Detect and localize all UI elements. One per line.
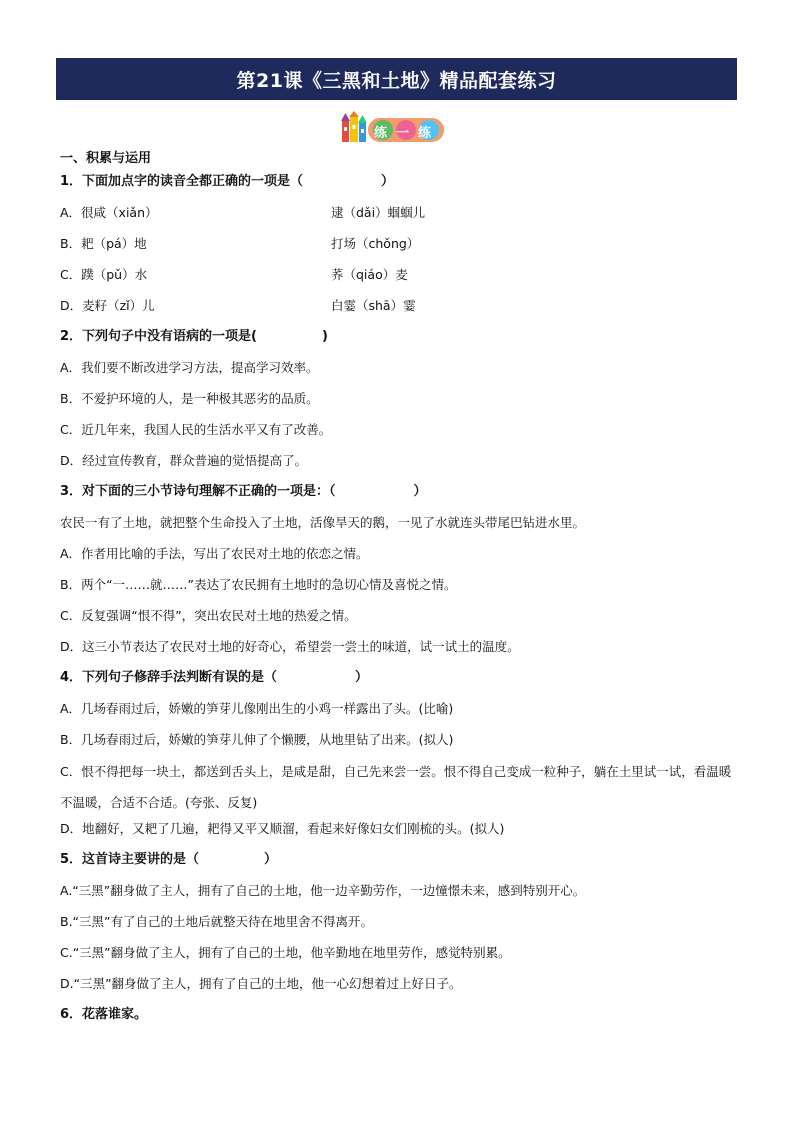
q4-option-d: D．地翻好，又耙了几遍，耙得又平又顺溜，看起来好像妇女们刚梳的头。(拟人) [60,821,505,836]
q5-option-a: A.“三黑”翻身做了主人，拥有了自己的土地，他一边辛勤劳作，一边憧憬未来，感到特别开心。 [60,883,586,898]
question-4: 4．下列句子修辞手法判断有误的是（ ） [60,670,369,685]
q3-option-b: B．两个“一……就……”表达了农民拥有土地时的急切心情及喜悦之情。 [60,577,457,592]
q2-option-c: C．近几年来，我国人民的生活水平又有了改善。 [60,422,332,437]
q3-option-d: D．这三小节表达了农民对土地的好奇心，希望尝一尝土的味道，试一试土的温度。 [60,639,520,654]
q1-option-a-right: 逮（dǎi）蝈蝈儿 [331,205,426,220]
q4-option-a: A．几场春雨过后，娇嫩的笋芽儿像刚出生的小鸡一样露出了头。(比喻) [60,701,454,716]
q2-option-d: D．经过宣传教育，群众普遍的觉悟提高了。 [60,453,308,468]
q1-option-d-right: 白霎（shā）霎 [331,298,416,313]
q2-option-a: A．我们要不断改进学习方法，提高学习效率。 [60,360,319,375]
page-title: 第21课《三黑和土地》精品配套练习 [236,69,557,92]
q1-option-row [60,204,750,235]
q2-option-b: B．不爱护环境的人，是一种极其恶劣的品质。 [60,391,319,406]
question-5: 5．这首诗主要讲的是（ ） [60,852,278,867]
exercise-content [60,150,750,1037]
q5-option-b: B.“三黑”有了自己的土地后就整天待在地里舍不得离开。 [60,914,374,929]
question-2: 2．下列句子中没有语病的一项是( ) [60,329,328,344]
q1-option-row [60,297,750,328]
section-heading: 一、积累与运用 [60,151,152,166]
q1-option-b-right: 打场（chǒng） [331,236,420,251]
q1-option-d-left: D．麦籽（zǐ）儿 [60,298,155,313]
title-banner [56,58,737,100]
q1-option-b-left: B．耙（pá）地 [60,236,147,251]
question-1: 1．下面加点字的读音全都正确的一项是（ ） [60,174,395,189]
q3-option-a: A．作者用比喻的手法，写出了农民对土地的依恋之情。 [60,546,369,561]
q4-option-c: C．恨不得把每一块土，都送到舌头上，是咸是甜，自己先来尝一尝。恨不得自己变成一粒种子，躺在土里试一试，看温暖不温暖，合适不合适。(夸张、反复) [60,764,732,810]
question-3: 3．对下面的三小节诗句理解不正确的一项是：（ ） [60,484,427,499]
practice-logo [338,111,446,144]
question-6: 6．花落谁家。 [60,1007,148,1022]
q1-option-row [60,266,750,297]
q1-option-c-right: 荞（qiáo）麦 [331,267,408,282]
q5-option-c: C.“三黑”翻身做了主人，拥有了自己的土地，他辛勤地在地里劳作，感觉特别累。 [60,945,511,960]
q4-option-b: B．几场春雨过后，娇嫩的笋芽儿伸了个懒腰，从地里钻了出来。(拟人) [60,732,454,747]
q1-option-row [60,235,750,266]
q5-option-d: D.“三黑”翻身做了主人，拥有了自己的土地，他一心幻想着过上好日子。 [60,976,462,991]
q1-option-a-left: A．很咸（xiǎn） [60,205,158,220]
practice-badge-text: 练一练 [374,126,441,141]
q3-option-c: C．反复强调“恨不得”，突出农民对土地的热爱之情。 [60,608,357,623]
q1-option-c-left: C．蹼（pǔ）水 [60,267,148,282]
q3-passage: 农民一有了土地，就把整个生命投入了土地，活像旱天的鹅，一见了水就连头带尾巴钻进水里。 [60,515,586,530]
